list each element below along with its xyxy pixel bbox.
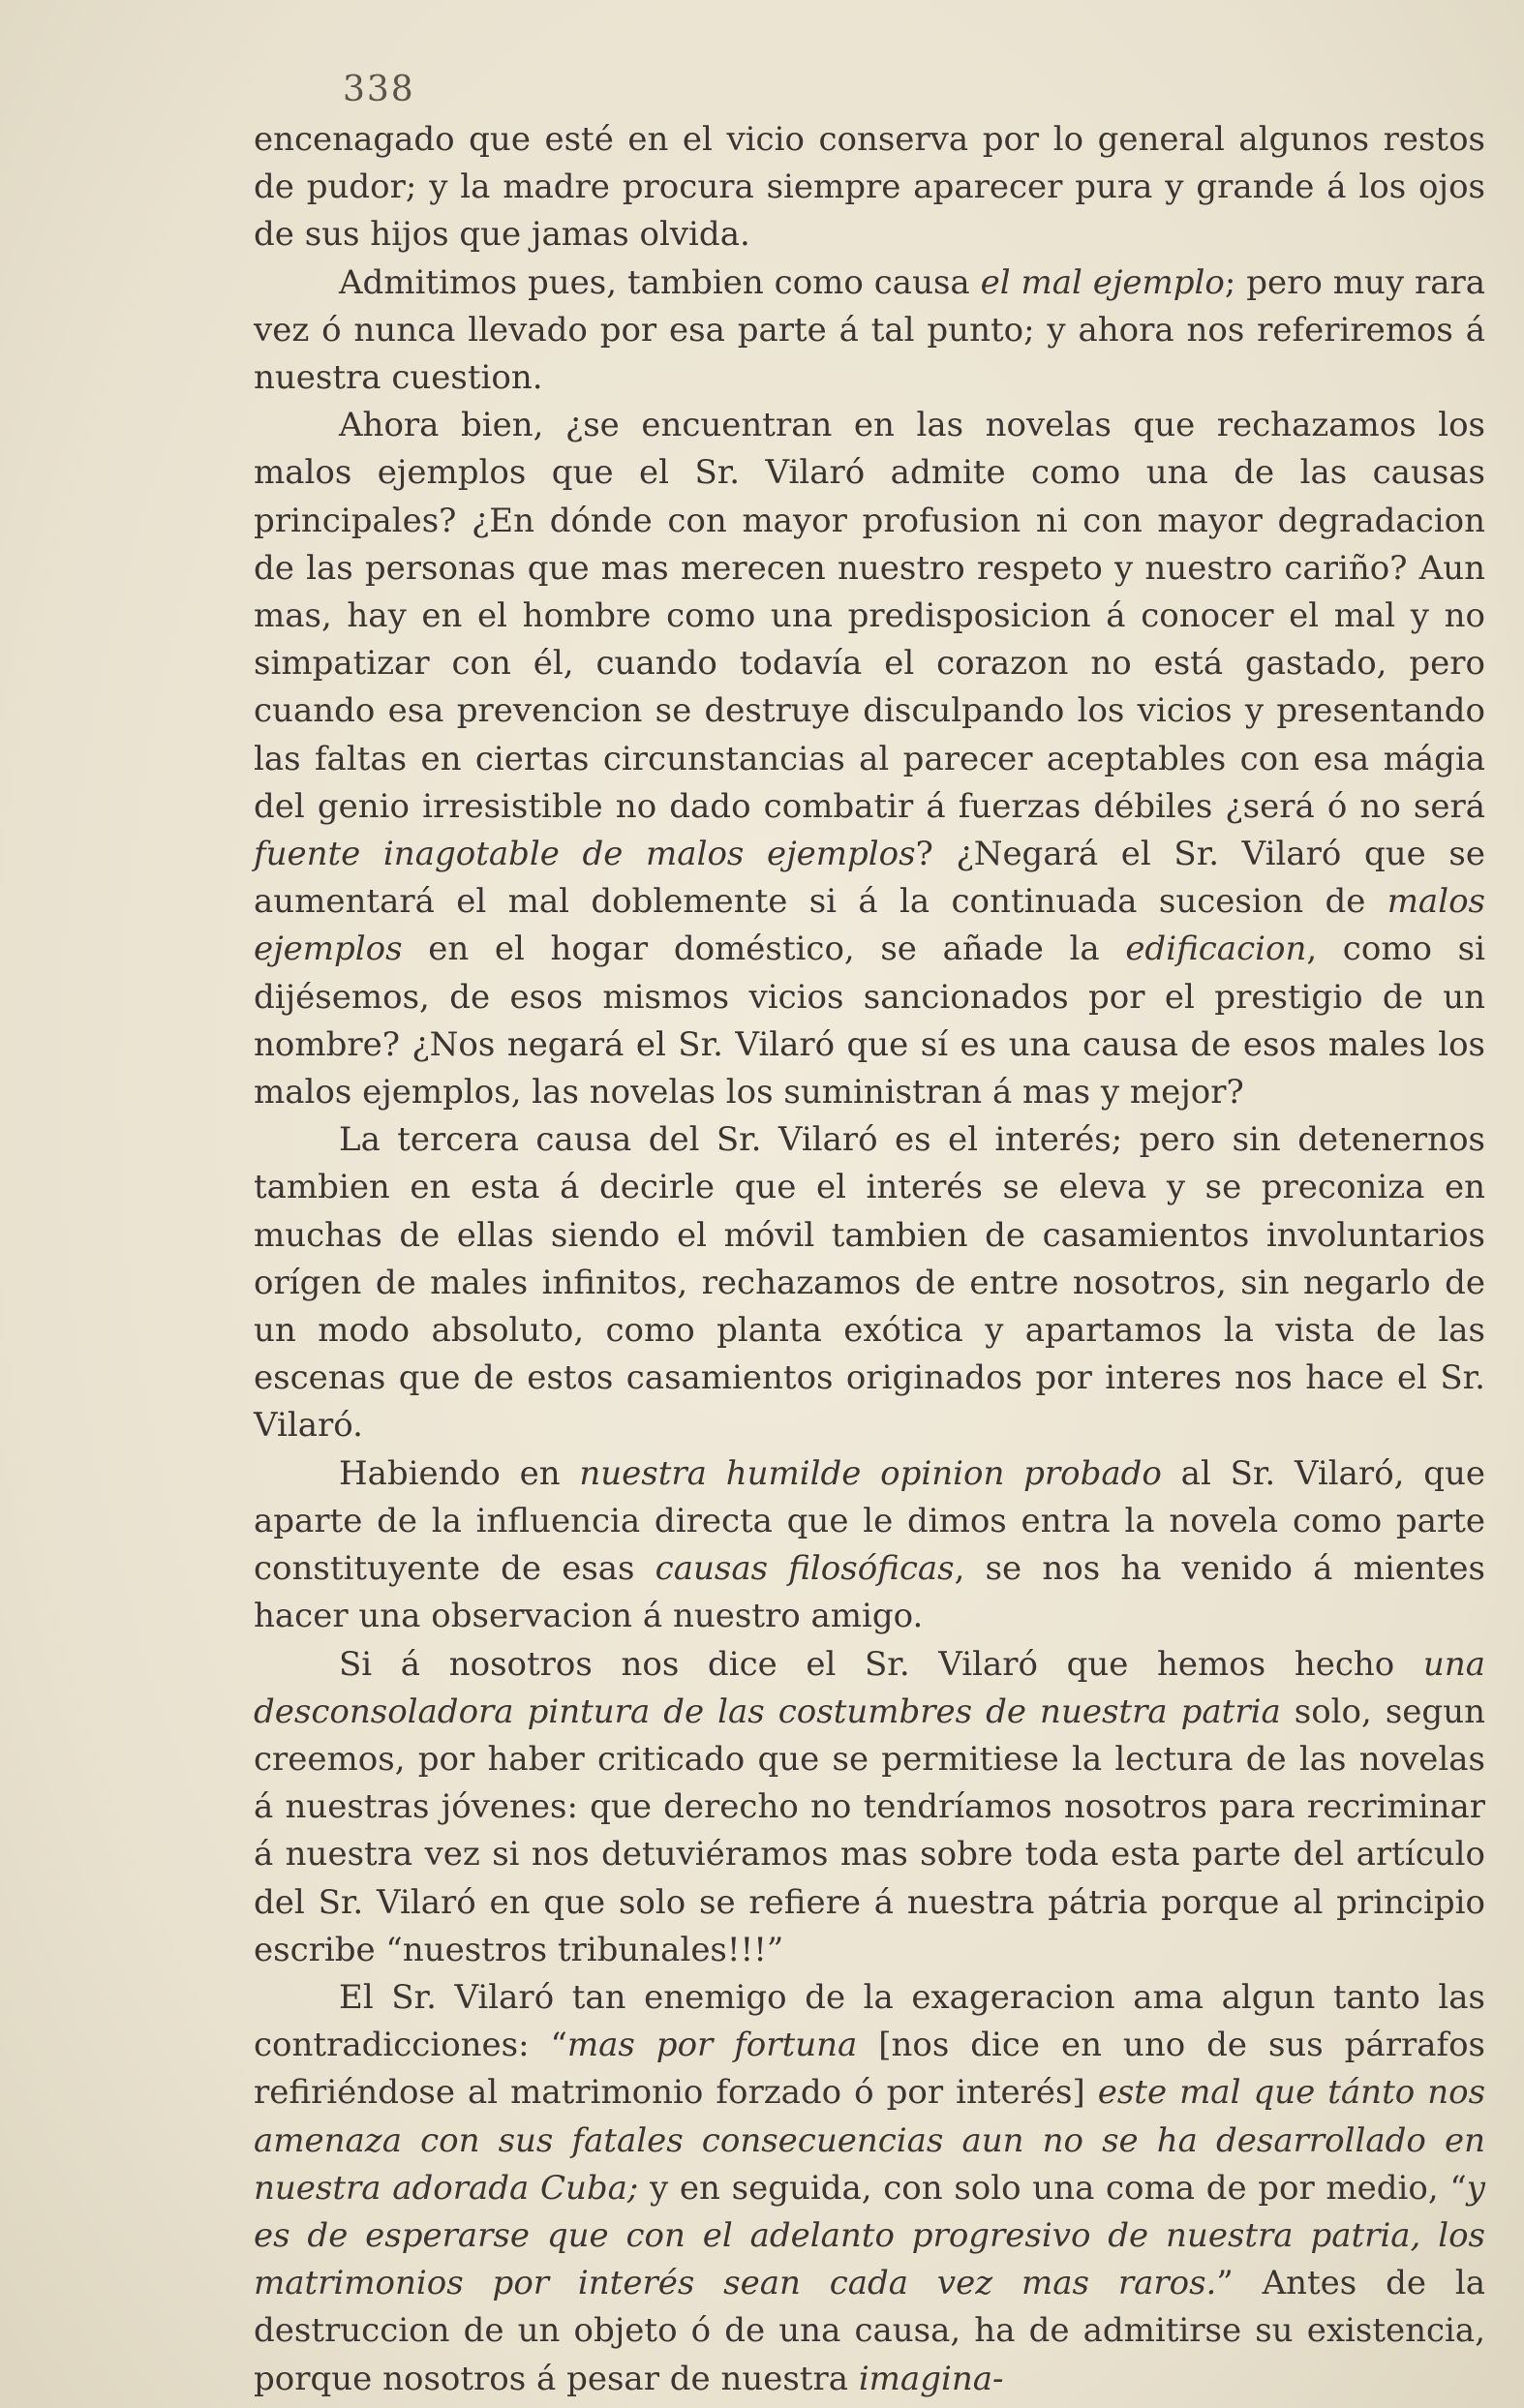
text-run: solo, segun creemos, por haber criticado que se permitiese la lectura de las novelas á nuestras jóvenes: que derecho no tendríamos nosotros para recriminar á nuestra vez si nos detuviéramos mas sobre toda esta parte del artículo del Sr. Vilaró en que solo se refiere á nuestra pátria porque al principio escribe “nuestros tribunales!!!” [254,1692,1485,1969]
text-run: Ahora bien, ¿se encuentran en las novelas que rechazamos los malos ejemplos que el Sr. Vilaró admite como una de las causas principales? ¿En dónde con mayor profusion ni con mayor degradacion de las personas que mas merecen nuestro respeto y nuestro cariño? Aun mas, hay en el hombre como una predisposicion á conocer el mal y no simpatizar con él, cuando todavía el corazon no está gastado, pero cuando esa prevencion se destruye disculpando los vicios y presentando las faltas en ciertas circunstancias al parecer aceptables con esa mágia del genio irresistible no dado combatir á fuerzas débiles ¿será ó no será [254,406,1485,826]
text-run: y en seguida, con solo una coma de por medio, “ [638,2168,1467,2208]
text-run: Habiendo en [339,1453,580,1493]
italic-text: edificacion [1125,930,1307,969]
text-run: al Sr. Vilaró, que aparte de la influencia directa que le dimos entra la novela como parte constituyente de esas [254,1453,1486,1589]
italic-text: fuente inagotable de malos ejemplos [254,835,916,874]
text-run: El Sr. Vilaró tan enemigo de la exageracion ama algun tanto las contradicciones: “ [254,1977,1485,2065]
italic-text: y es de esperarse que con el adelanto progresivo de nuestra patria, los matrimonios por interés sean cada vez mas raros. [254,2168,1485,2303]
paragraph [254,402,1485,1116]
page-number: 338 [343,70,415,109]
text-run: , se nos ha venido á mientes hacer una observacion á nuestro amigo. [254,1549,1485,1636]
paragraph [254,1974,1485,2403]
italic-text: el mal ejemplo [980,262,1225,302]
paragraph [254,1450,1485,1641]
paragraph [254,1116,1485,1449]
italic-text: malos ejemplos [254,882,1485,969]
text-run: ” Antes de la destruccion de un objeto ó de una causa, ha de admitirse su existencia, porque nosotros á pesar de nuestra [254,2264,1485,2398]
text-run: Admitimos pues, tambien como causa [339,262,981,302]
text-run: ; pero muy rara vez ó nunca llevado por esa parte á tal punto; y ahora nos referiremos á nuestra cuestion. [254,262,1485,398]
text-run: La tercera causa del Sr. Vilaró es el interés; pero sin detenernos tambien en esta á decirle que el interés se eleva y se preconiza en muchas de ellas siendo el móvil tambien de casamientos involuntarios orígen de males infinitos, rechazamos de entre nosotros, sin negarlo de un modo absoluto, como planta exótica y apartamos la vista de las escenas que de estos casamientos originados por interes nos hace el Sr. Vilaró. [254,1120,1485,1446]
paragraph [254,259,1485,403]
text-column [254,116,1485,2403]
text-run: Si á nosotros nos dice el Sr. Vilaró que hemos hecho [339,1644,1423,1684]
text-run: en el hogar doméstico, se añade la [402,930,1126,969]
text-run: [nos dice en uno de sus párrafos refiriéndose al matrimonio forzado ó por interés] [254,2026,1485,2113]
text-run: ? ¿Negará el Sr. Vilaró que se aumentará el mal doblemente si á la continuada sucesion de [254,835,1485,922]
italic-text: mas por fortuna [566,2026,858,2065]
italic-text: este mal que tánto nos amenaza con sus fatales consecuencias aun no se ha desarrollado en nuestra adorada Cuba; [254,2073,1486,2208]
paragraph [254,1641,1485,1974]
italic-text: causas filosóficas [655,1549,955,1589]
italic-text: una desconsoladora pintura de las costumbres de nuestra patria [254,1644,1485,1731]
italic-text: nuestra humilde opinion probado [579,1453,1162,1493]
text-run: encenagado que esté en el vicio conserva por lo general algunos restos de pudor; y la madre procura siempre aparecer pura y grande á los ojos de sus hijos que jamas olvida. [254,120,1485,255]
italic-text: imagina- [858,2359,1004,2398]
text-run: , como si dijésemos, de esos mismos vicios sancionados por el prestigio de un nombre? ¿Nos negará el Sr. Vilaró que sí es una causa de esos males los malos ejemplos, las novelas los suministran á mas y mejor? [254,930,1485,1113]
paragraph [254,116,1485,259]
